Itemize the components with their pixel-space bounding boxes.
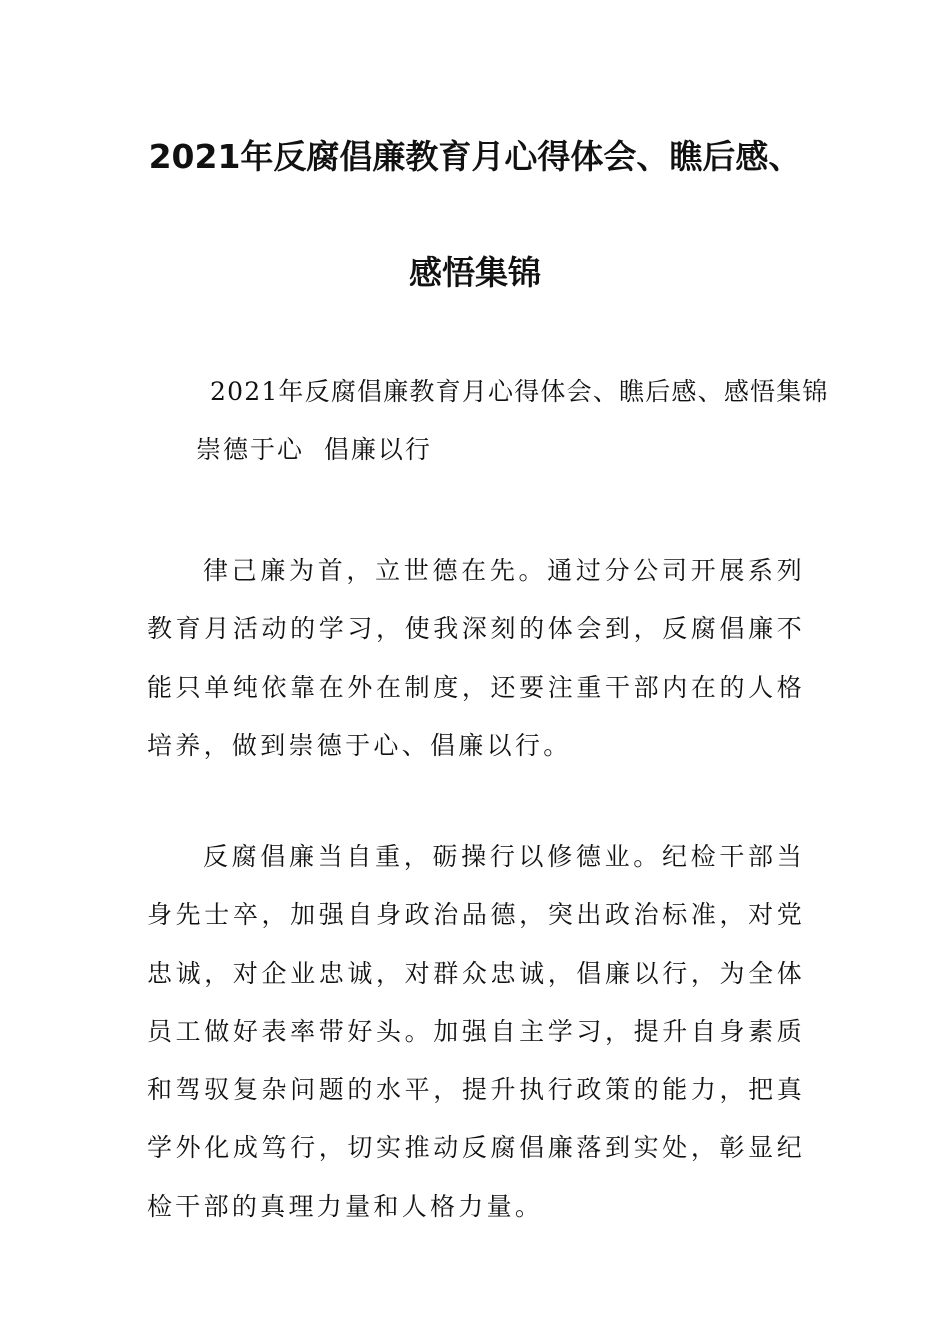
section-heading: 崇德于心 倡廉以行	[196, 435, 432, 464]
body-paragraph-2: 反腐倡廉当自重，砺操行以修德业。纪检干部当身先士卒，加强自身政治品德，突出政治标准，对党忠诚，对企业忠诚，对群众忠诚，倡廉以行，为全体员工做好表率带好头。加强自主学习，提升自身素质和驾驭复杂问题的水平，提升执行政策的能力，把真学外化成笃行，切实推动反腐倡廉落到实处，彰显纪检干部的真理力量和人格力量。	[147, 842, 805, 1221]
document-title-line-1: 2021年反腐倡廉教育月心得体会、瞧后感、	[148, 137, 802, 176]
document-title-line-2: 感悟集锦	[409, 253, 541, 292]
document-subtitle: 2021年反腐倡廉教育月心得体会、瞧后感、感悟集锦	[210, 377, 829, 406]
body-paragraph-1: 律己廉为首，立世德在先。通过分公司开展系列教育月活动的学习，使我深刻的体会到，反腐倡廉不能只单纯依靠在外在制度，还要注重干部内在的人格培养，做到崇德于心、倡廉以行。	[147, 556, 805, 760]
